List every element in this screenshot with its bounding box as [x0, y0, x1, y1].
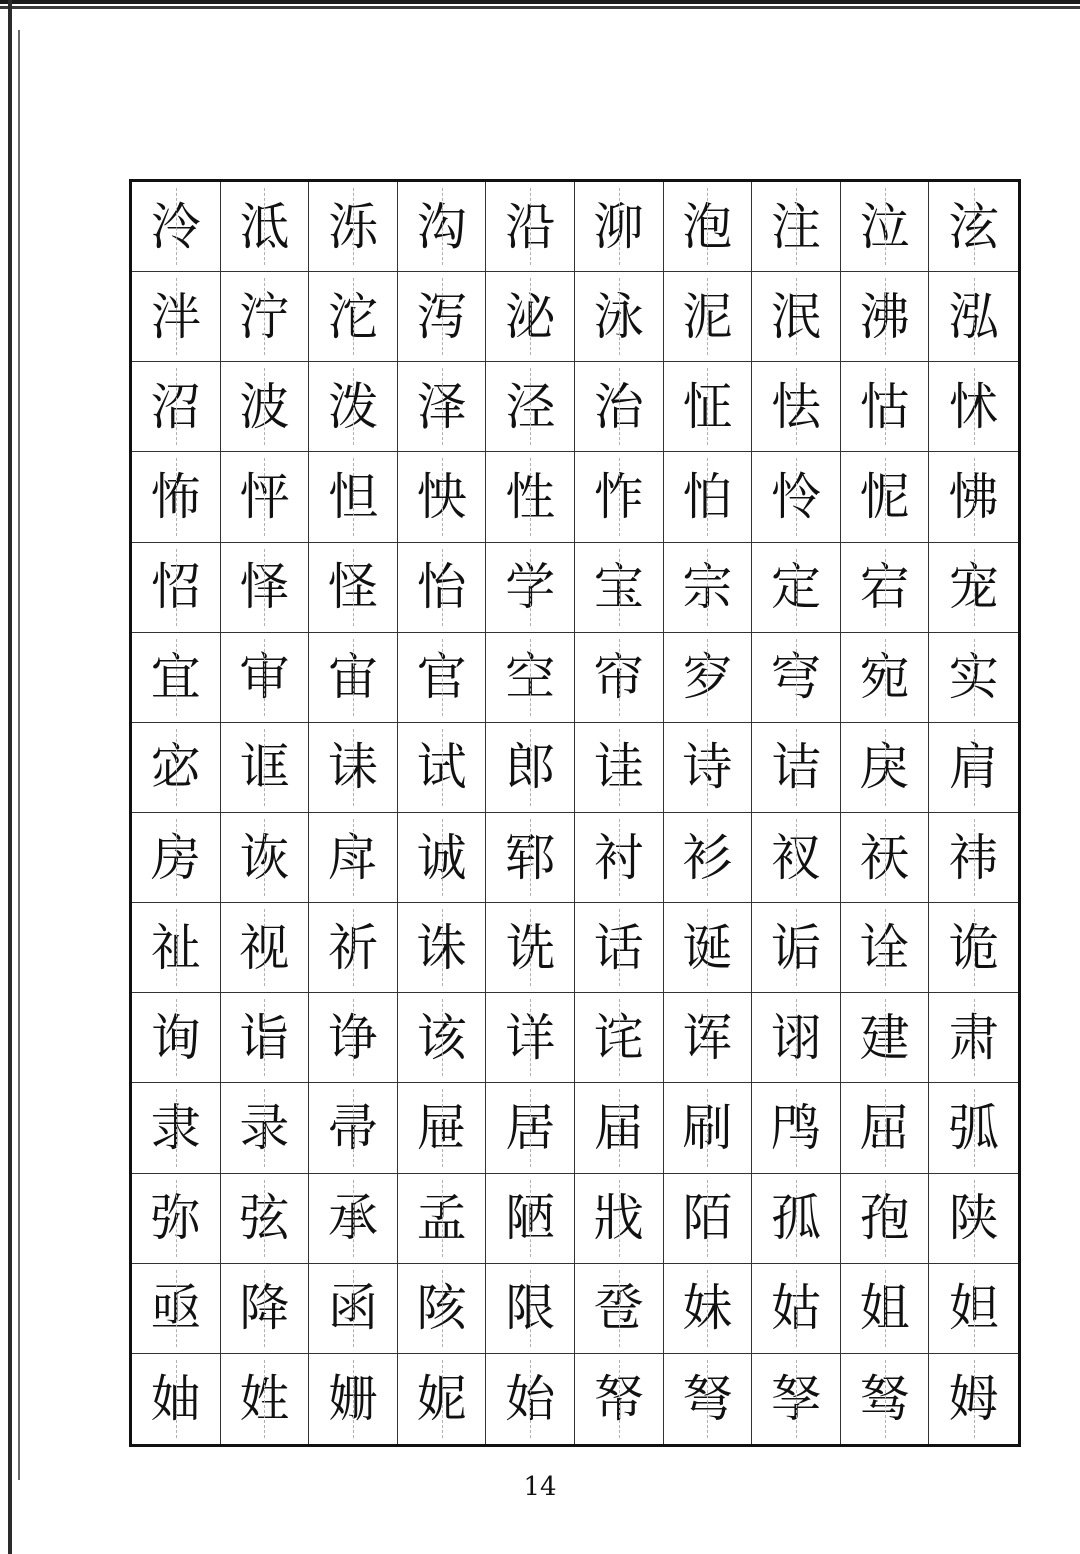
character-grid: [129, 179, 1021, 1447]
character-cell: 房: [132, 813, 221, 903]
character-cell: 姗: [309, 1354, 398, 1444]
character-cell: 肩: [929, 723, 1018, 813]
character-cell: 帚: [309, 1083, 398, 1173]
character-cell: 妹: [664, 1264, 753, 1354]
character-cell: 弩: [664, 1354, 753, 1444]
character-cell: 祈: [309, 903, 398, 993]
character-cell: 诘: [752, 723, 841, 813]
character-cell: 陋: [486, 1174, 575, 1264]
character-cell: 怔: [664, 362, 753, 452]
character-cell: 宕: [841, 543, 930, 633]
character-cell: 怛: [309, 452, 398, 542]
character-cell: 性: [486, 452, 575, 542]
character-cell: 承: [309, 1174, 398, 1264]
character-cell: 怿: [221, 543, 310, 633]
character-cell: 官: [398, 633, 487, 723]
character-cell: 泞: [221, 272, 310, 362]
character-cell: 戽: [309, 813, 398, 903]
character-cell: 陌: [664, 1174, 753, 1264]
character-cell: 姐: [841, 1264, 930, 1354]
character-cell: 泓: [929, 272, 1018, 362]
character-cell: 陕: [929, 1174, 1018, 1264]
character-cell: 泥: [664, 272, 753, 362]
character-cell: 姓: [221, 1354, 310, 1444]
character-cell: 泫: [929, 182, 1018, 272]
character-cell: 孥: [752, 1354, 841, 1444]
character-cell: 妯: [132, 1354, 221, 1444]
character-cell: 怜: [752, 452, 841, 542]
character-cell: 屉: [398, 1083, 487, 1173]
character-cell: 函: [309, 1264, 398, 1354]
character-cell: 审: [221, 633, 310, 723]
character-cell: 诨: [664, 993, 753, 1083]
character-cell: 沸: [841, 272, 930, 362]
character-cell: 姆: [929, 1354, 1018, 1444]
character-cell: 泾: [486, 362, 575, 452]
character-cell: 泮: [132, 272, 221, 362]
character-cell: 诞: [664, 903, 753, 993]
character-cell: 诣: [221, 993, 310, 1083]
character-cell: 孢: [841, 1174, 930, 1264]
character-cell: 隶: [132, 1083, 221, 1173]
character-cell: 实: [929, 633, 1018, 723]
character-cell: 亟: [132, 1264, 221, 1354]
character-cell: 怏: [398, 452, 487, 542]
character-cell: 肃: [929, 993, 1018, 1083]
character-cell: 戕: [575, 1174, 664, 1264]
character-cell: 陔: [398, 1264, 487, 1354]
character-cell: 怊: [132, 543, 221, 633]
character-cell: 郎: [486, 723, 575, 813]
character-cell: 泻: [398, 272, 487, 362]
character-cell: 泣: [841, 182, 930, 272]
character-cell: 宙: [309, 633, 398, 723]
character-cell: 郓: [486, 813, 575, 903]
character-cell: 宝: [575, 543, 664, 633]
page-left-border: [8, 0, 12, 1554]
character-cell: 屈: [841, 1083, 930, 1173]
character-cell: 泼: [309, 362, 398, 452]
character-cell: 弦: [221, 1174, 310, 1264]
character-cell: 录: [221, 1083, 310, 1173]
character-cell: 诗: [664, 723, 753, 813]
character-cell: 波: [221, 362, 310, 452]
character-cell: 宛: [841, 633, 930, 723]
character-cell: 话: [575, 903, 664, 993]
character-cell: 学: [486, 543, 575, 633]
character-cell: 泠: [132, 182, 221, 272]
character-cell: 祆: [841, 813, 930, 903]
character-cell: 诩: [752, 993, 841, 1083]
character-cell: 该: [398, 993, 487, 1083]
character-cell: 泳: [575, 272, 664, 362]
character-cell: 怖: [132, 452, 221, 542]
page-number: 14: [523, 1472, 557, 1502]
character-cell: 鸤: [752, 1083, 841, 1173]
character-cell: 诔: [309, 723, 398, 813]
character-cell: 详: [486, 993, 575, 1083]
character-cell: 诛: [398, 903, 487, 993]
character-cell: 建: [841, 993, 930, 1083]
character-cell: 沱: [309, 272, 398, 362]
character-cell: 怵: [929, 362, 1018, 452]
character-cell: 妲: [929, 1264, 1018, 1354]
character-cell: 试: [398, 723, 487, 813]
character-cell: 怍: [575, 452, 664, 542]
character-cell: 泌: [486, 272, 575, 362]
character-cell: 祉: [132, 903, 221, 993]
character-cell: 驽: [841, 1354, 930, 1444]
character-cell: 宗: [664, 543, 753, 633]
character-cell: 帑: [575, 1354, 664, 1444]
character-cell: 孤: [752, 1174, 841, 1264]
character-cell: 穸: [664, 633, 753, 723]
character-cell: 怫: [929, 452, 1018, 542]
character-cell: 泽: [398, 362, 487, 452]
character-cell: 怙: [841, 362, 930, 452]
character-cell: 诠: [841, 903, 930, 993]
page-left-inner-border: [18, 30, 20, 1480]
character-cell: 祎: [929, 813, 1018, 903]
character-cell: 帘: [575, 633, 664, 723]
character-cell: 衩: [752, 813, 841, 903]
character-cell: 视: [221, 903, 310, 993]
character-cell: 询: [132, 993, 221, 1083]
character-cell: 穹: [752, 633, 841, 723]
character-cell: 怪: [309, 543, 398, 633]
character-cell: 限: [486, 1264, 575, 1354]
character-cell: 孟: [398, 1174, 487, 1264]
character-cell: 诙: [221, 813, 310, 903]
character-cell: 宠: [929, 543, 1018, 633]
character-cell: 卺: [575, 1264, 664, 1354]
character-cell: 注: [752, 182, 841, 272]
character-cell: 怡: [398, 543, 487, 633]
character-cell: 诧: [575, 993, 664, 1083]
character-cell: 衬: [575, 813, 664, 903]
character-cell: 沟: [398, 182, 487, 272]
character-cell: 沿: [486, 182, 575, 272]
character-cell: 沼: [132, 362, 221, 452]
character-cell: 诖: [575, 723, 664, 813]
character-cell: 居: [486, 1083, 575, 1173]
character-cell: 诤: [309, 993, 398, 1083]
character-cell: 姑: [752, 1264, 841, 1354]
character-cell: 戾: [841, 723, 930, 813]
character-cell: 定: [752, 543, 841, 633]
character-cell: 妮: [398, 1354, 487, 1444]
character-cell: 诟: [752, 903, 841, 993]
character-cell: 诜: [486, 903, 575, 993]
character-cell: 怯: [752, 362, 841, 452]
character-cell: 届: [575, 1083, 664, 1173]
character-cell: 诡: [929, 903, 1018, 993]
character-cell: 宓: [132, 723, 221, 813]
character-cell: 怕: [664, 452, 753, 542]
page-top-border: [0, 0, 1080, 14]
character-cell: 弥: [132, 1174, 221, 1264]
character-cell: 泖: [575, 182, 664, 272]
character-cell: 诚: [398, 813, 487, 903]
character-cell: 诓: [221, 723, 310, 813]
character-cell: 治: [575, 362, 664, 452]
character-cell: 刷: [664, 1083, 753, 1173]
character-cell: 衫: [664, 813, 753, 903]
character-cell: 宜: [132, 633, 221, 723]
character-cell: 怩: [841, 452, 930, 542]
character-cell: 泡: [664, 182, 753, 272]
character-cell: 弧: [929, 1083, 1018, 1173]
character-cell: 空: [486, 633, 575, 723]
character-cell: 降: [221, 1264, 310, 1354]
character-cell: 怦: [221, 452, 310, 542]
character-cell: 泯: [752, 272, 841, 362]
character-cell: 始: [486, 1354, 575, 1444]
character-cell: 泺: [309, 182, 398, 272]
character-cell: 泜: [221, 182, 310, 272]
